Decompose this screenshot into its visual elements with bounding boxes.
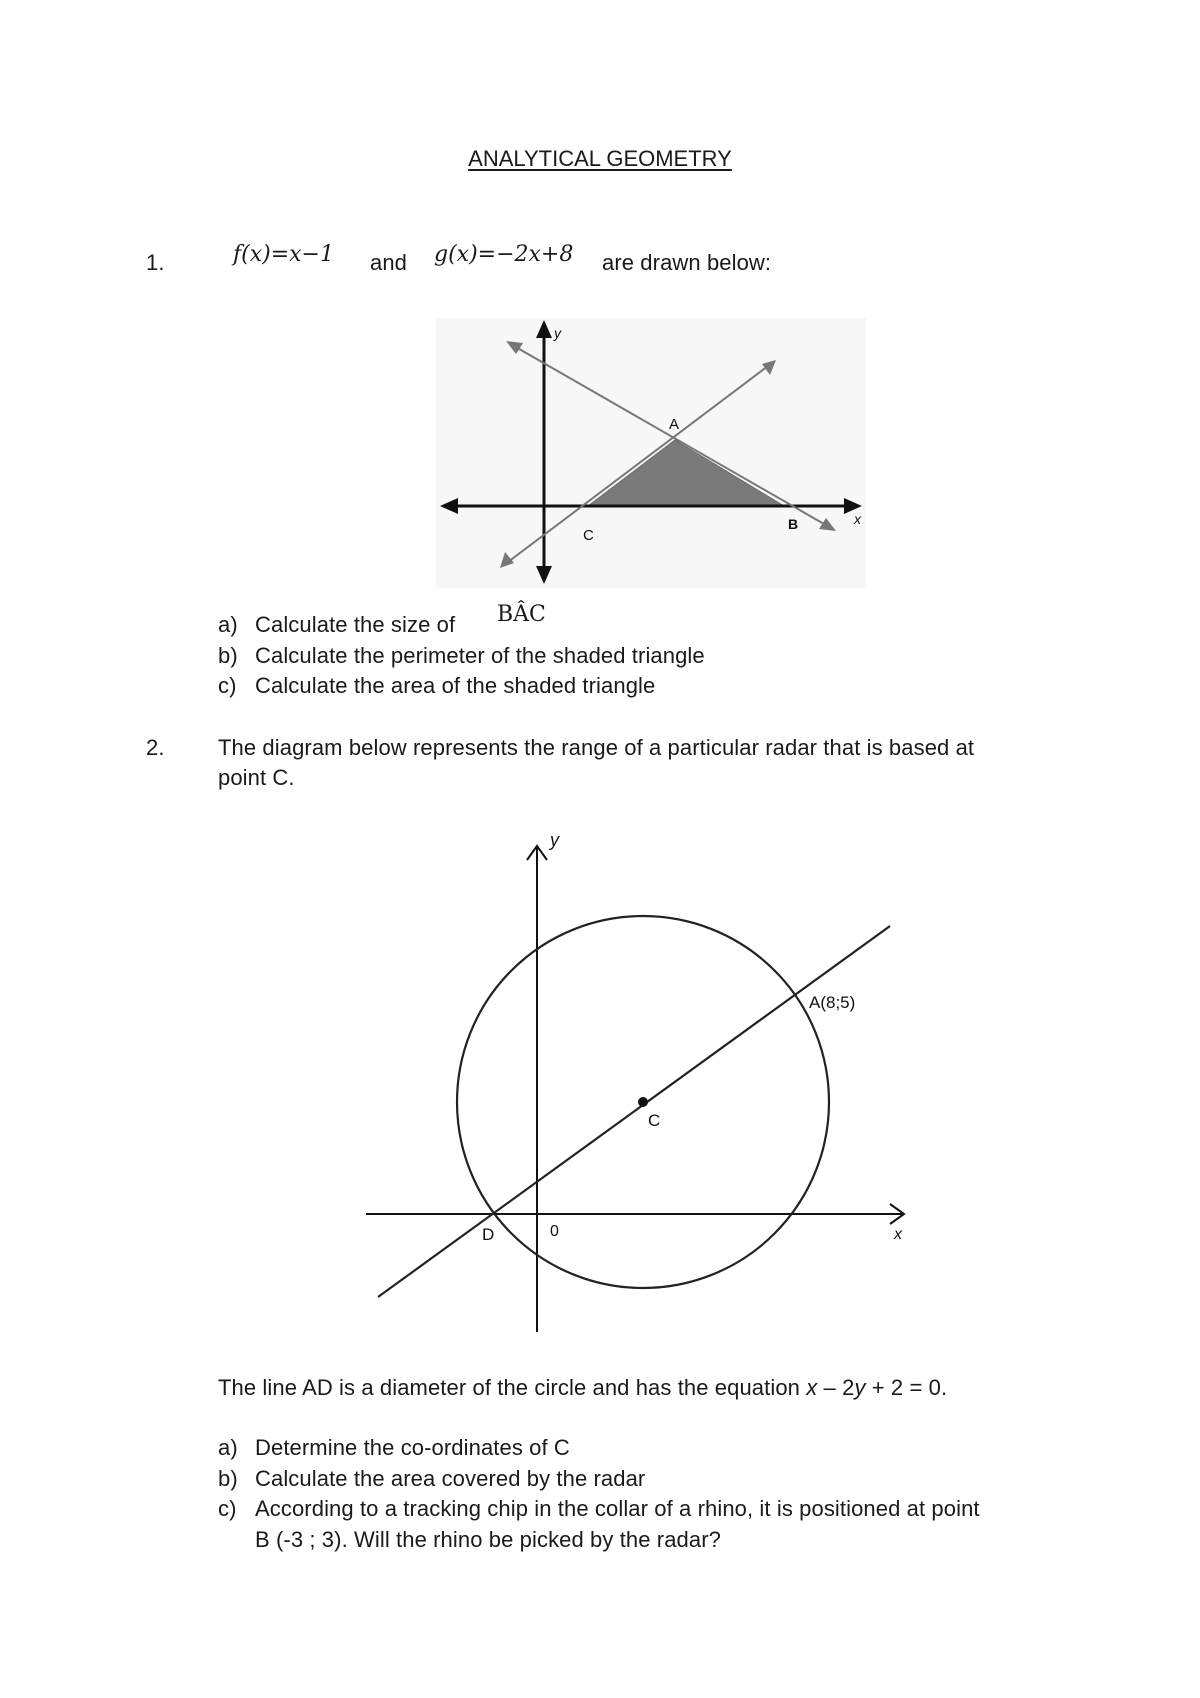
equation-x: x bbox=[806, 1375, 818, 1400]
q2-part-c-text-line-1: According to a tracking chip in the collar of a rhino, it is positioned at point bbox=[255, 1496, 980, 1521]
point-label-c: C bbox=[648, 1111, 661, 1130]
axis-label-y: y bbox=[550, 830, 559, 850]
question-2-number: 2. bbox=[146, 735, 165, 760]
q1-part-c-text: Calculate the area of the shaded triangle bbox=[255, 673, 656, 698]
q2-intro-line-2: point C. bbox=[218, 765, 295, 790]
question-1-number: 1. bbox=[146, 250, 165, 275]
q2-part-b-text: Calculate the area covered by the radar bbox=[255, 1466, 646, 1491]
axis-label-x: x bbox=[854, 511, 861, 527]
point-label-a: A bbox=[669, 416, 680, 433]
q2-part-b-letter: b) bbox=[218, 1466, 238, 1491]
equation-end: + 2 = 0. bbox=[865, 1375, 948, 1400]
page-title: ANALYTICAL GEOMETRY bbox=[468, 146, 732, 171]
point-label-a: A(8;5) bbox=[809, 993, 856, 1012]
point-label-c: C bbox=[583, 527, 594, 544]
function-f-expression: f(x)=x−1 bbox=[233, 242, 334, 267]
point-label-b: B bbox=[788, 516, 799, 532]
q2-intro-line-1: The diagram below represents the range of a particular radar that is based at bbox=[218, 735, 975, 760]
radar-circle-diagram bbox=[362, 826, 922, 1336]
question-1-suffix: are drawn below: bbox=[602, 250, 772, 275]
q2-part-a-text: Determine the co-ordinates of C bbox=[255, 1435, 570, 1460]
axis-label-y: y bbox=[554, 325, 561, 341]
q1-part-a-letter: a) bbox=[218, 612, 238, 637]
q2-part-c-text-line-2: B (-3 ; 3). Will the rhino be picked by the radar? bbox=[255, 1527, 721, 1552]
point-label-d: D bbox=[482, 1225, 495, 1244]
q1-part-a-text: Calculate the size of bbox=[255, 612, 456, 637]
triangle-diagram bbox=[436, 318, 866, 588]
function-g-expression: g(x)=−2x+8 bbox=[434, 242, 574, 267]
and-word: and bbox=[370, 250, 408, 275]
q2-part-c-letter: c) bbox=[218, 1496, 237, 1521]
line-ad-description bbox=[218, 1375, 947, 1401]
axis-label-x: x bbox=[894, 1226, 902, 1243]
line-text-before: The line AD is a diameter of the circle and has the equation bbox=[218, 1375, 807, 1400]
angle-bac-symbol: BÂC bbox=[497, 602, 546, 627]
diameter-line-ad bbox=[378, 926, 890, 1297]
equation-mid: – 2 bbox=[817, 1375, 855, 1400]
q1-part-b-letter: b) bbox=[218, 643, 238, 668]
q1-part-c-letter: c) bbox=[218, 673, 237, 698]
centre-point-c bbox=[638, 1097, 648, 1107]
origin-label: 0 bbox=[550, 1223, 559, 1240]
q1-part-b-text: Calculate the perimeter of the shaded triangle bbox=[255, 643, 705, 668]
equation-y: y bbox=[854, 1375, 866, 1400]
q2-part-a-letter: a) bbox=[218, 1435, 238, 1460]
